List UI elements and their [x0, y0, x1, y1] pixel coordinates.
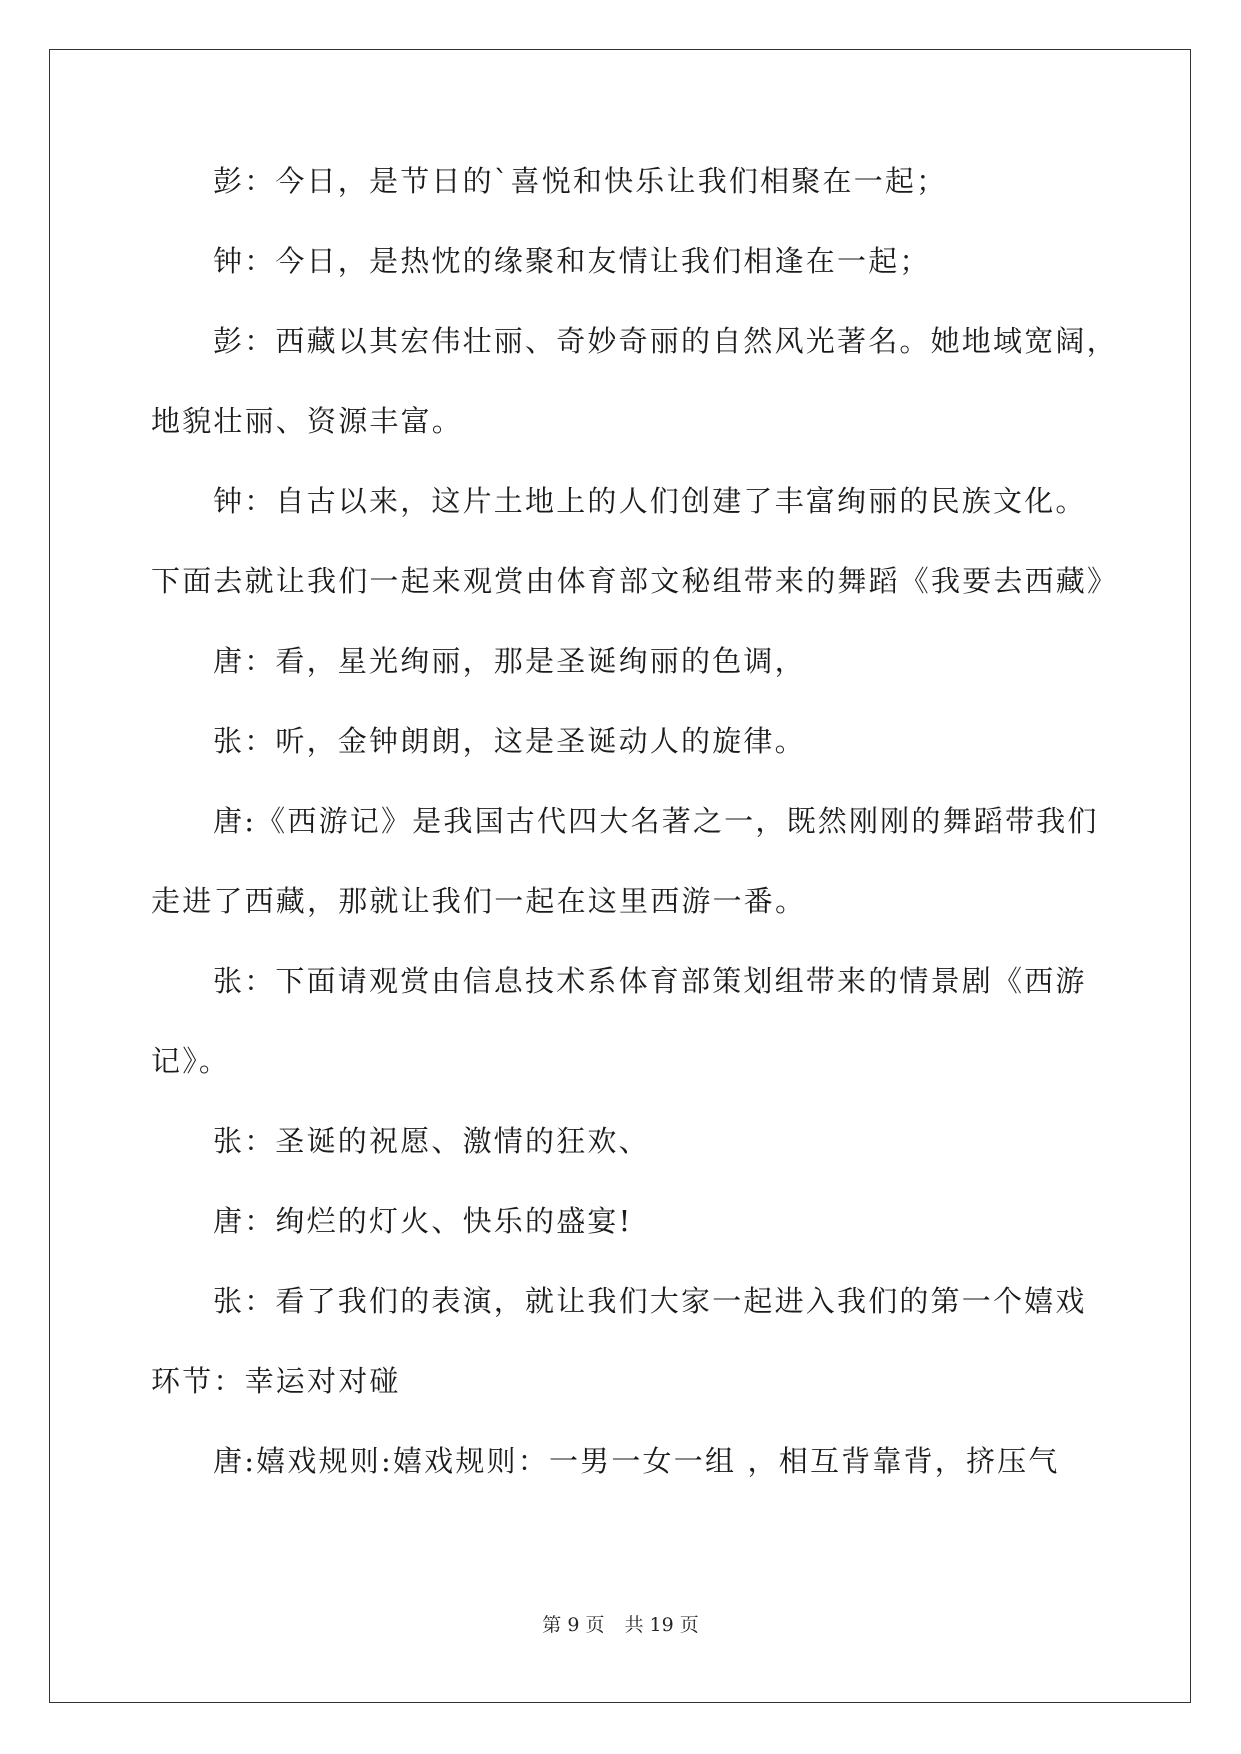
- page-total: 共 19 页: [624, 1614, 699, 1636]
- page-number: 第 9 页: [542, 1614, 605, 1636]
- text-line: 张：听，金钟朗朗，这是圣诞动人的旋律。: [213, 724, 806, 758]
- text-line: 环节：幸运对对碰: [151, 1364, 401, 1398]
- text-line: 彭：西藏以其宏伟壮丽、奇妙奇丽的自然风光著名。她地域宽阔，: [213, 324, 1118, 358]
- text-line: 钟：今日，是热忱的缘聚和友情让我们相逢在一起；: [213, 244, 931, 278]
- text-line: 地貌壮丽、资源丰富。: [151, 404, 464, 438]
- text-line: 唐:嬉戏规则:嬉戏规则：一男一女一组 ，相互背靠背，挤压气: [213, 1444, 1060, 1478]
- text-line: 张：圣诞的祝愿、激情的狂欢、: [213, 1124, 650, 1158]
- text-line: 张：下面请观赏由信息技术系体育部策划组带来的情景剧《西游: [213, 964, 1087, 998]
- document-body: [151, 158, 1119, 1518]
- page-footer: [0, 1610, 1241, 1637]
- text-line: 钟：自古以来，这片土地上的人们创建了丰富绚丽的民族文化。: [213, 484, 1087, 518]
- text-line: 唐:《西游记》是我国古代四大名著之一，既然刚刚的舞蹈带我们: [213, 804, 1099, 838]
- text-line: 下面去就让我们一起来观赏由体育部文秘组带来的舞蹈《我要去西藏》: [151, 564, 1119, 598]
- text-line: 张：看了我们的表演，就让我们大家一起进入我们的第一个嬉戏: [213, 1284, 1087, 1318]
- text-line: 记》。: [151, 1044, 231, 1078]
- text-line: 彭：今日，是节日的`喜悦和快乐让我们相聚在一起；: [213, 164, 948, 198]
- text-line: 走进了西藏，那就让我们一起在这里西游一番。: [151, 884, 807, 918]
- text-line: 唐：绚烂的灯火、快乐的盛宴!: [213, 1204, 633, 1238]
- text-line: 唐：看，星光绚丽，那是圣诞绚丽的色调，: [213, 644, 806, 678]
